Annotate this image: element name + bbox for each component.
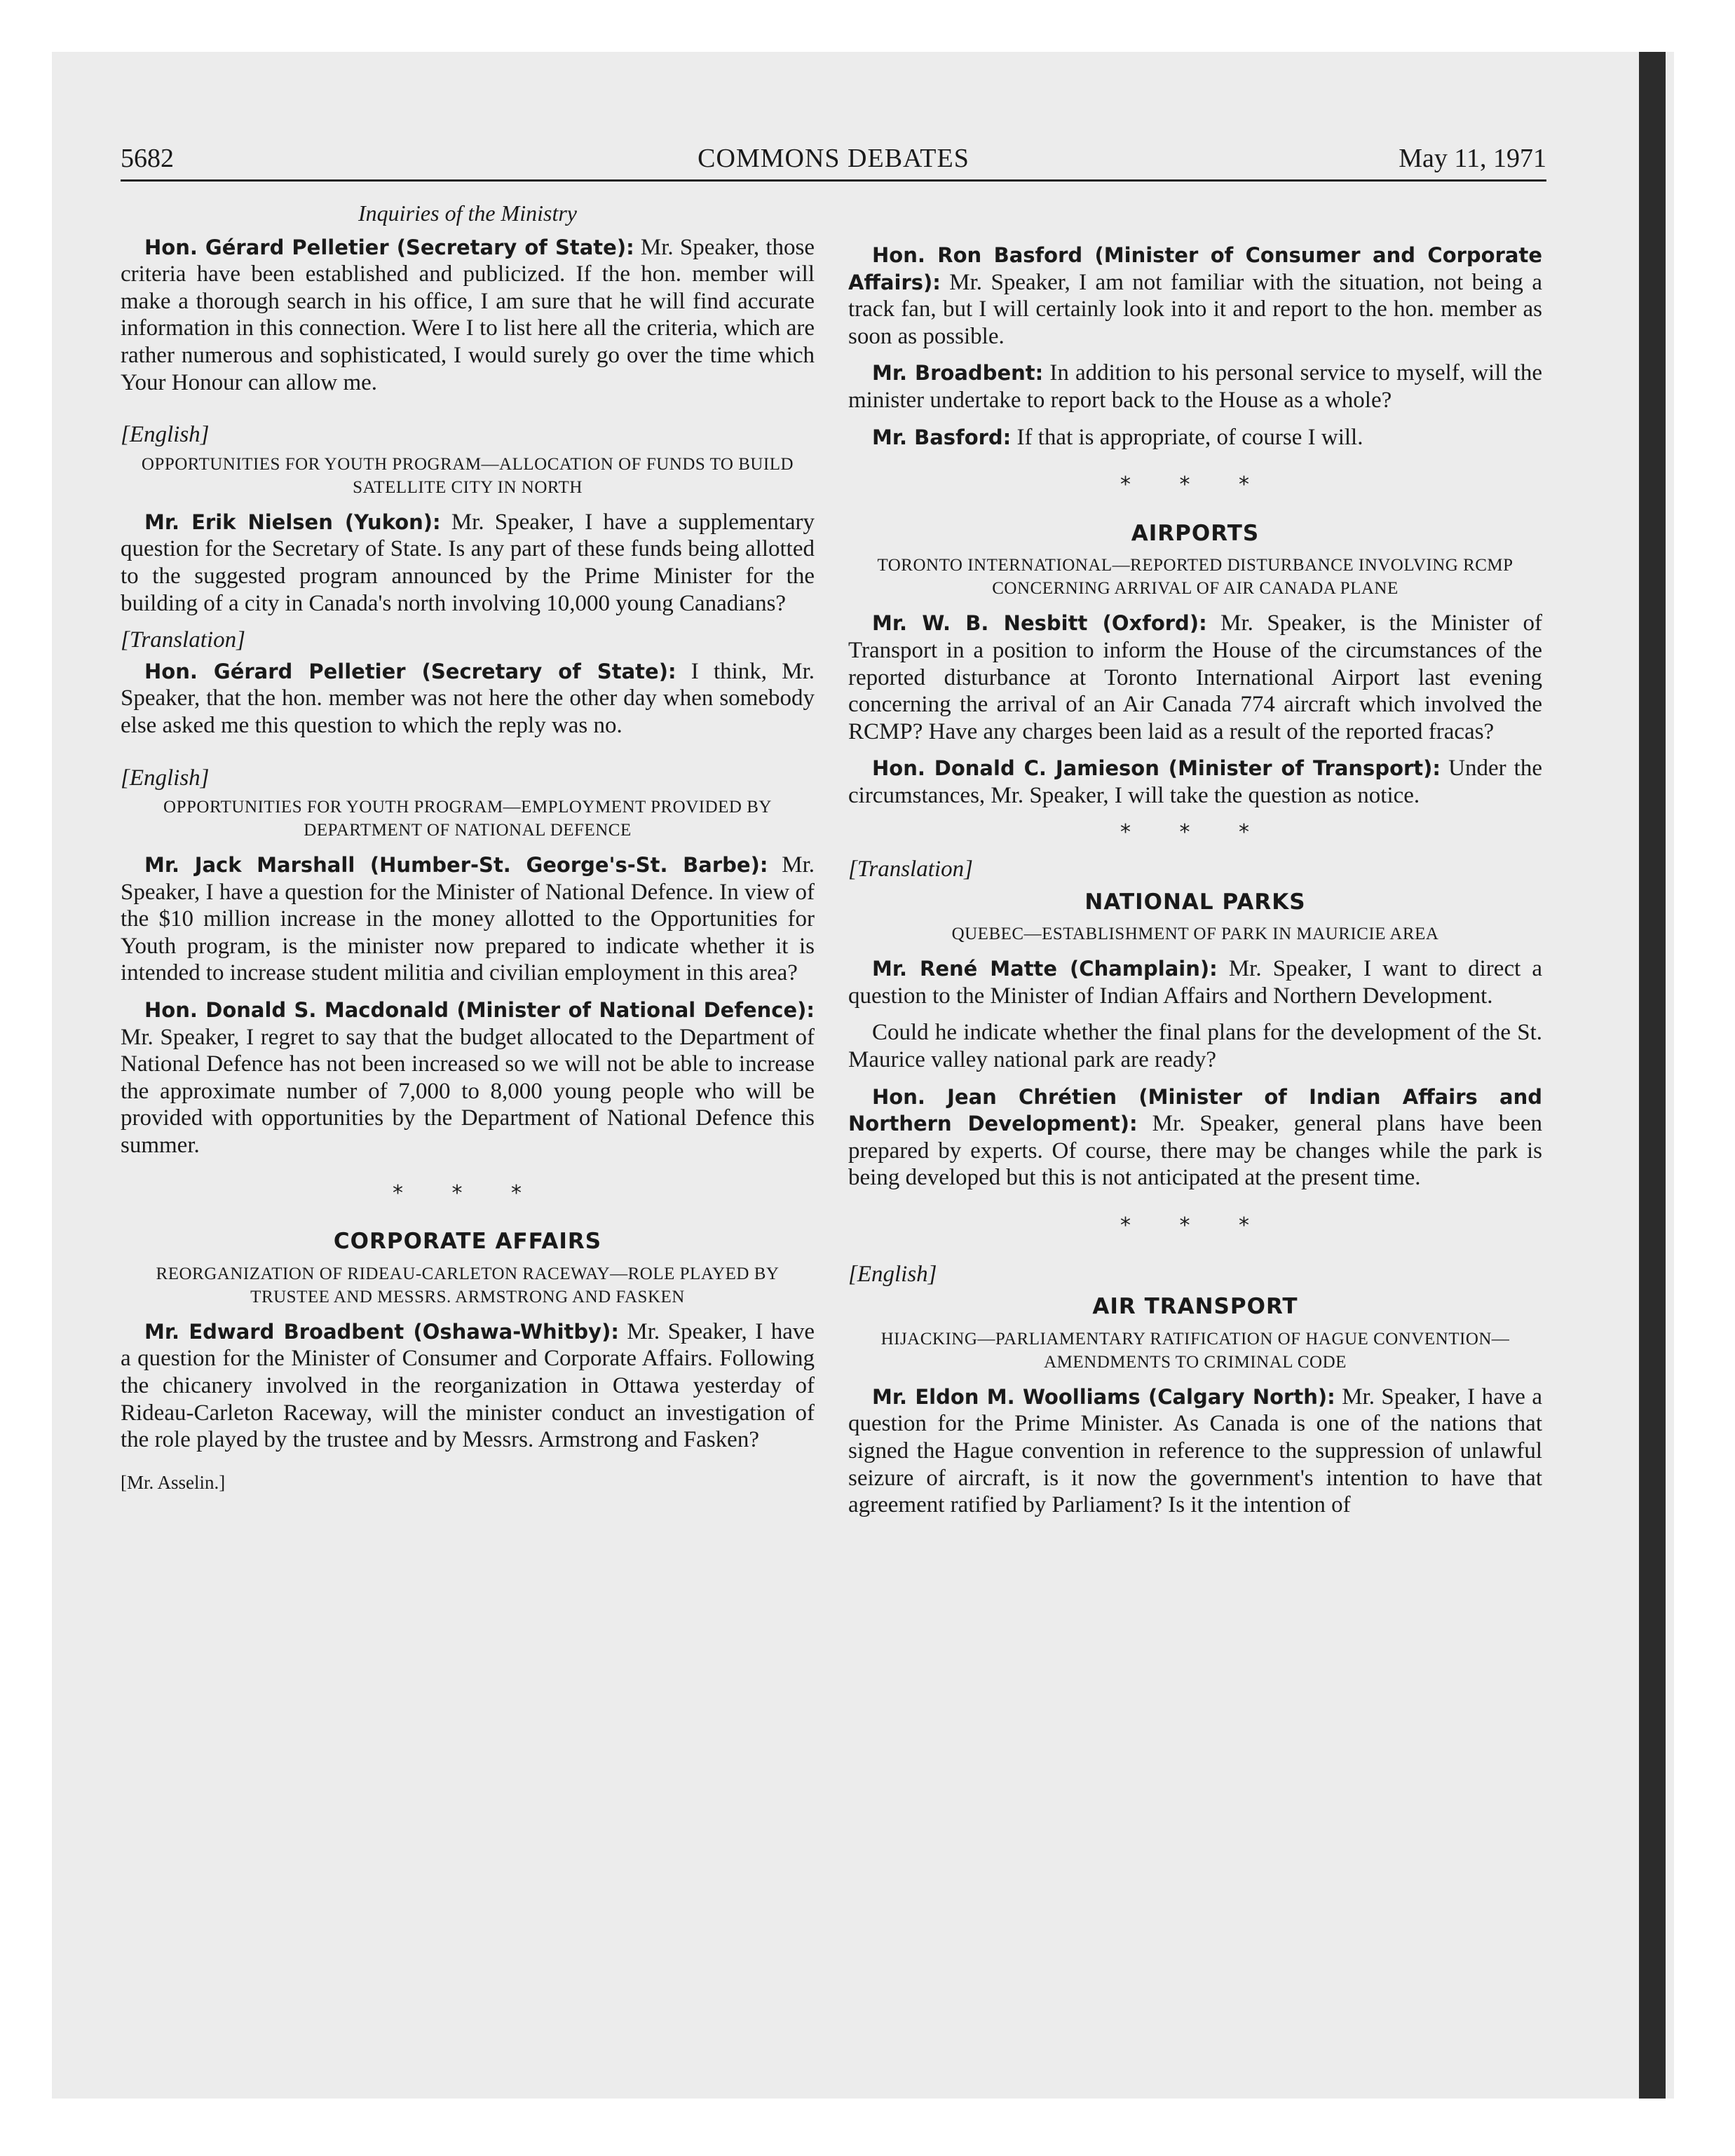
speaker: Mr. Erik Nielsen (Yukon): [144, 510, 441, 534]
speaker: Hon. Gérard Pelletier (Secretary of State): [144, 235, 634, 259]
speaker: Hon. Donald S. Macdonald (Minister of National Defence): [144, 998, 815, 1023]
paragraph [848, 360, 1542, 414]
subheading: OPPORTUNITIES FOR YOUTH PROGRAM—ALLOCATION OF FUNDS TO BUILD SATELLITE CITY IN NORTH [141, 454, 794, 497]
speaker: Hon. Donald C. Jamieson (Minister of Transport): [872, 756, 1441, 781]
subheading: HIJACKING—PARLIAMENTARY RATIFICATION OF HAGUE CONVENTION—AMENDMENTS TO CRIMINAL CODE [880, 1329, 1510, 1372]
running-head: Inquiries of the Ministry [358, 200, 577, 226]
speech: Mr. Speaker, I have a supplementary question for the Secretary of State. Is any part of these funds being allotted to the suggested program announced by the Prime Minister for the building of a city in Canada's north involving 10,000 young Canadians? [121, 509, 815, 616]
section-separator: * * * [392, 1180, 543, 1206]
speech: Mr. Speaker, I have a question for the Minister of Consumer and Corporate Affairs. Following the chicanery involved in the reorganization in Ottawa yesterday of Rideau-Carleton Raceway, will the minister conduct an investigation of the role played by the trustee and by Messrs. Armstrong and Fasken? [121, 1318, 815, 1453]
section-separator: * * * [1120, 472, 1271, 498]
left-column [121, 200, 815, 1496]
speaker: Hon. Gérard Pelletier (Secretary of State): [144, 659, 676, 683]
speaker: Mr. Jack Marshall (Humber-St. George's-St. Barbe): [144, 853, 768, 878]
page-number: 5682 [121, 144, 174, 173]
paragraph [848, 1084, 1542, 1192]
paragraph [848, 610, 1542, 745]
paragraph [121, 658, 815, 739]
paragraph [848, 424, 1542, 451]
speaker: Mr. Basford: [872, 425, 1012, 449]
section-heading: NATIONAL PARKS [1084, 889, 1306, 915]
speech: Mr. Speaker, those criteria have been established and publicized. If the hon. member will make a thorough search in his office, I am sure that he will find accurate information in this connection. Were I to list here all the criteria, which are rather numerous and sophisticated, I would surely go over the time which Your Honour can allow me. [121, 234, 815, 395]
language-marker: [Translation] [121, 627, 245, 653]
speaker: Mr. Edward Broadbent (Oshawa-Whitby): [144, 1319, 619, 1344]
speech: If that is appropriate, of course I will. [1011, 424, 1363, 450]
paragraph [848, 1384, 1542, 1519]
paragraph [848, 755, 1542, 809]
paragraph [121, 1318, 815, 1454]
paragraph [121, 997, 815, 1159]
speaker: Mr. W. B. Nesbitt (Oxford): [872, 611, 1207, 636]
right-column [848, 242, 1542, 1529]
speech: Mr. Speaker, I want to direct a question to the Minister of Indian Affairs and Northern Development. [848, 956, 1543, 1009]
paragraph [848, 955, 1542, 1009]
publication-title: COMMONS DEBATES [698, 144, 969, 173]
speaker: Hon. Jean Chrétien (Minister of Indian Affairs and Northern Development): [848, 1084, 1542, 1136]
language-marker: [Translation] [848, 857, 973, 882]
paragraph: Could he indicate whether the final plans for the development of the St. Maurice valley national park are ready? [848, 1020, 1542, 1073]
speech: Mr. Speaker, I regret to say that the budget allocated to the Department of National Defence has not been increased so we will not be able to increase the approximate number of 7,000 to 8,000 young people who will be provided with opportunities by the Department of National Defence this summer. [121, 1024, 815, 1159]
section-separator: * * * [1120, 1213, 1271, 1239]
subheading: QUEBEC—ESTABLISHMENT OF PARK IN MAURICIE AREA [951, 925, 1439, 944]
section-heading: CORPORATE AFFAIRS [333, 1229, 602, 1255]
paragraph [121, 852, 815, 987]
language-marker: [English] [848, 1261, 937, 1287]
language-marker: [English] [121, 422, 210, 448]
language-marker: [English] [121, 765, 210, 791]
speaker: Mr. Broadbent: [872, 361, 1044, 386]
section-heading: AIRPORTS [1131, 520, 1260, 546]
speech: Mr. Speaker, I have a question for the Prime Minister. As Canada is one of the nations that signed the Hague convention in reference to the suppression of unlawful seizure of aircraft, is it now the government's intention to have that agreement ratified by Parliament? Is it the intention of [848, 1384, 1542, 1518]
footnote: [Mr. Asselin.] [121, 1471, 226, 1493]
speaker: Mr. Eldon M. Woolliams (Calgary North): [872, 1384, 1335, 1409]
speech: Mr. Speaker, I am not familiar with the situation, not being a track fan, but I will certainly look into it and report to the hon. member as soon as possible. [848, 269, 1542, 349]
speech: Mr. Speaker, general plans have been prepared by experts. Of course, there may be changes while the park is being developed but this is not anticipated at the present time. [848, 1111, 1542, 1191]
publication-date: May 11, 1971 [1399, 144, 1546, 173]
scan-edge [1639, 52, 1666, 2099]
paragraph [848, 242, 1542, 350]
speech: I think, Mr. Speaker, that the hon. member was not here the other day when somebody else asked me this question to which the reply was no. [121, 658, 815, 738]
paragraph [121, 509, 815, 617]
speaker: Hon. Ron Basford (Minister of Consumer and Corporate Affairs): [848, 243, 1542, 294]
speech: Mr. Speaker, is the Minister of Transport in a position to inform the House of the circumstances of the reported disturbance at Toronto International Airport last evening concerning the arrival of an Air Canada 774 aircraft which involved the RCMP? Have any charges been laid as a result of the reported fracas? [848, 610, 1542, 744]
section-heading: AIR TRANSPORT [1092, 1294, 1298, 1320]
subheading: OPPORTUNITIES FOR YOUTH PROGRAM—EMPLOYMENT PROVIDED BY DEPARTMENT OF NATIONAL DEFENCE [163, 798, 772, 840]
page-header [121, 143, 1546, 182]
speech: Mr. Speaker, I have a question for the Minister of National Defence. In view of the $10 million increase in the money allotted to the Opportunities for Youth program, is the minister now prepared to indicate whether it is intended to increase student militia and civilian employment in this area? [121, 852, 815, 986]
speech: In addition to his personal service to myself, will the minister undertake to report back to the House as a whole? [848, 360, 1542, 413]
paragraph [121, 234, 815, 397]
subheading: REORGANIZATION OF RIDEAU-CARLETON RACEWAY—ROLE PLAYED BY TRUSTEE AND MESSRS. ARMSTRONG AND FASKEN [156, 1264, 780, 1306]
subheading: TORONTO INTERNATIONAL—REPORTED DISTURBANCE INVOLVING RCMP CONCERNING ARRIVAL OF AIR CANADA PLANE [877, 556, 1513, 599]
speech: Under the circumstances, Mr. Speaker, I will take the question as notice. [848, 756, 1542, 808]
section-separator: * * * [1120, 819, 1271, 845]
speaker: Mr. René Matte (Champlain): [872, 957, 1218, 981]
